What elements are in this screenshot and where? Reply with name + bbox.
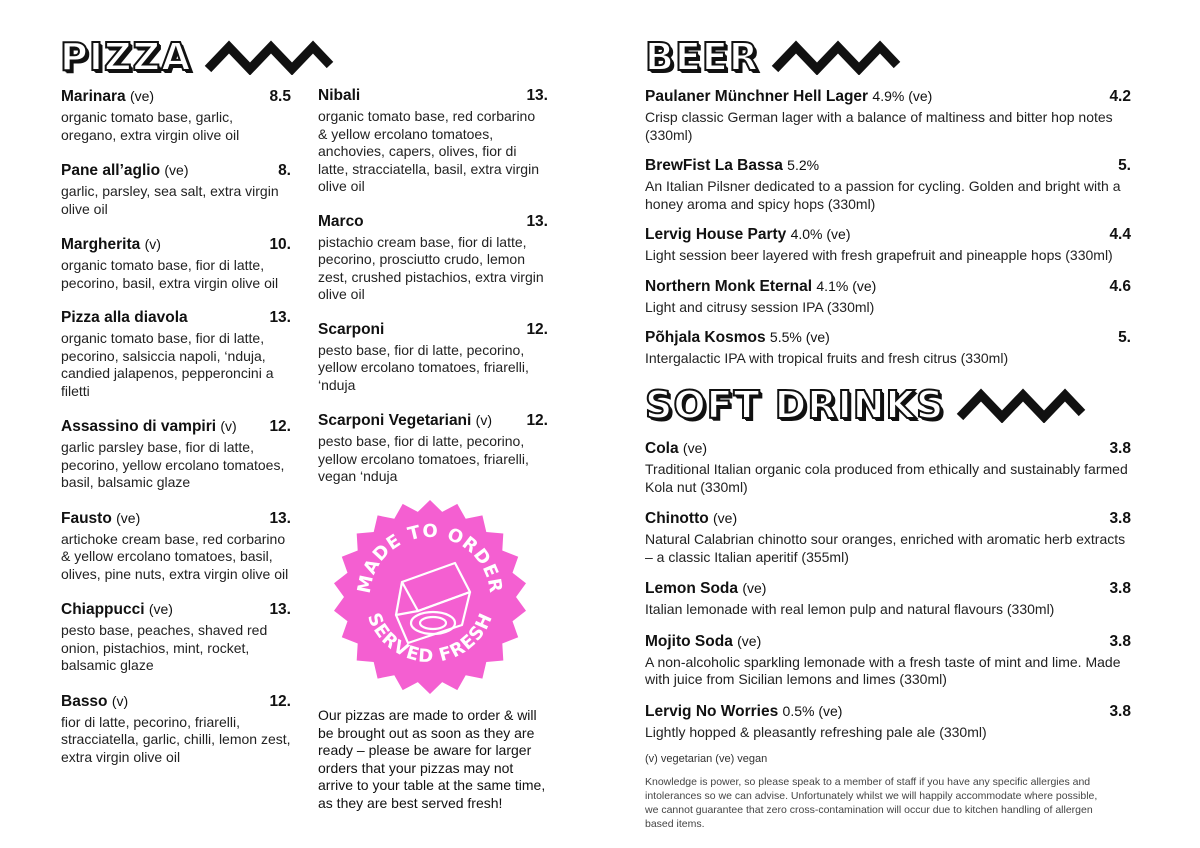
menu-item-header bbox=[61, 234, 291, 255]
menu-item-price: 12. bbox=[269, 418, 291, 435]
menu-item-name: Mojito Soda bbox=[645, 632, 733, 650]
beer-section-header bbox=[645, 35, 901, 79]
menu-item-title bbox=[645, 224, 851, 245]
menu-item-description: pesto base, fior di latte, pecorino, yellow ercolano tomatoes, friarelli, vegan ‘nduja bbox=[318, 433, 529, 484]
menu-item bbox=[318, 410, 548, 486]
menu-item-header bbox=[318, 86, 548, 106]
menu-item-description: pesto base, peaches, shaved red onion, pistachios, mint, rocket, balsamic glaze bbox=[61, 622, 268, 673]
menu-item-header bbox=[645, 327, 1131, 348]
menu-item-name: Fausto bbox=[61, 509, 112, 527]
menu-item-description: artichoke cream base, red corbarino & yellow ercolano tomatoes, basil, olives, pine nuts, extra virgin olive oil bbox=[61, 530, 289, 582]
menu-item-description: pistachio cream base, fior di latte, pecorino, prosciutto crudo, lemon zest, crushed pistachios, extra virgin olive oil bbox=[318, 233, 544, 302]
menu-item bbox=[61, 508, 291, 584]
menu-item-title bbox=[645, 155, 819, 176]
menu-item bbox=[645, 276, 1131, 317]
soft-drinks-list bbox=[645, 438, 1131, 831]
menu-item-price: 13. bbox=[526, 87, 548, 104]
menu-item-tag: (v) bbox=[475, 412, 492, 428]
menu-item bbox=[318, 212, 548, 304]
menu-item-description: organic tomato base, fior di latte, pecorino, salsiccia napoli, ‘nduja, candied jalapenos, pepperoncini a filetti bbox=[61, 330, 274, 399]
menu-item-name: Nibali bbox=[318, 87, 361, 104]
menu-item-name: Lervig No Worries bbox=[645, 702, 779, 720]
pizza-column-1 bbox=[61, 86, 291, 782]
stamp-top-text: MADE TO ORDER bbox=[353, 520, 507, 596]
menu-item-title bbox=[645, 86, 932, 107]
menu-item-tag: (ve) bbox=[713, 510, 738, 526]
menu-item-title bbox=[645, 276, 876, 297]
menu-item-name: Lemon Soda bbox=[645, 580, 739, 597]
menu-item-name: Põhjala Kosmos bbox=[645, 329, 766, 346]
menu-item-price: 4.2 bbox=[1109, 88, 1131, 105]
menu-item bbox=[61, 416, 291, 492]
menu-item-tag: 5.2% bbox=[787, 157, 820, 173]
menu-item bbox=[645, 578, 1131, 619]
menu-item-description: A non-alcoholic sparkling lemonade with a fresh taste of mint and lime. Made with juice from Sicilian lemons and limes (330ml) bbox=[645, 653, 1121, 687]
menu-item-tag: (v) bbox=[220, 418, 237, 434]
menu-item bbox=[318, 320, 548, 395]
pizza-heading: PIZZA bbox=[60, 35, 192, 79]
menu-item-name: Basso bbox=[61, 692, 108, 710]
menu-item-header bbox=[645, 155, 1131, 176]
menu-item-tag: (ve) bbox=[116, 509, 141, 526]
menu-item-header bbox=[61, 508, 291, 529]
menu-item-tag: (ve) bbox=[742, 580, 767, 596]
menu-item-name: Pane all’aglio bbox=[61, 162, 161, 179]
menu-item-title bbox=[645, 327, 830, 348]
menu-item-description: organic tomato base, red corbarino & yellow ercolano tomatoes, anchovies, capers, olives, fior di latte, stracciatella, basil, extra virgin olive oil bbox=[318, 108, 539, 194]
menu-item-tag: (ve) bbox=[129, 88, 155, 104]
menu-item-header bbox=[645, 701, 1131, 722]
beer-heading: BEER bbox=[645, 35, 760, 79]
menu-item-header bbox=[645, 631, 1131, 652]
menu-item-description: An Italian Pilsner dedicated to a passion for cycling. Golden and bright with a honey aroma and spicy hops (330ml) bbox=[645, 178, 1121, 212]
menu-item-name: Northern Monk Eternal bbox=[645, 277, 813, 295]
menu-item-name: Marco bbox=[318, 212, 364, 230]
diet-legend: (v) vegetarian (ve) vegan bbox=[645, 753, 768, 765]
menu-item-price: 4.4 bbox=[1109, 226, 1131, 243]
menu-item-description: organic tomato base, fior di latte, pecorino, basil, extra virgin olive oil bbox=[61, 257, 279, 291]
menu-item bbox=[61, 599, 291, 675]
menu-item-name: BrewFist La Bassa bbox=[645, 157, 783, 174]
menu-item-name: Cola bbox=[645, 440, 679, 457]
menu-item-price: 12. bbox=[526, 412, 548, 429]
menu-item-title bbox=[318, 410, 492, 431]
menu-item-tag: (v) bbox=[144, 236, 161, 252]
menu-item-price: 12. bbox=[269, 692, 291, 710]
menu-item-price: 13. bbox=[269, 601, 291, 618]
menu-item-title bbox=[61, 691, 128, 712]
menu-item-price: 8. bbox=[278, 162, 291, 179]
menu-item-name: Lervig House Party bbox=[645, 226, 787, 243]
menu-item-price: 5. bbox=[1118, 329, 1131, 346]
menu-item-name: Marinara bbox=[61, 88, 126, 105]
menu-item bbox=[645, 224, 1131, 265]
menu-item-tag: 4.0% (ve) bbox=[790, 226, 851, 242]
menu-item-tag: (ve) bbox=[682, 440, 708, 456]
menu-item-price: 3.8 bbox=[1109, 510, 1131, 527]
menu-item-price: 13. bbox=[269, 509, 291, 527]
menu-item bbox=[61, 160, 291, 218]
menu-item-title bbox=[61, 160, 189, 181]
menu-item-title bbox=[61, 599, 173, 620]
menu-item-header bbox=[645, 86, 1131, 107]
menu-item bbox=[645, 701, 1131, 742]
menu-item-header bbox=[645, 578, 1131, 599]
menu-item-price: 3.8 bbox=[1109, 632, 1131, 650]
menu-item-header bbox=[645, 508, 1131, 529]
menu-item-description: Traditional Italian organic cola produced from ethically and sustainably farmed Kola nut (330ml) bbox=[645, 461, 1128, 495]
pizza-column-2 bbox=[318, 86, 548, 502]
menu-item-header bbox=[61, 416, 291, 437]
allergy-notice: Knowledge is power, so please speak to a member of staff if you have any specific allergies and intolerances so we can advise. Unfortunately whilst we will happily accommodate where possible, we cannot guarantee that zero cross-contamination will occur due to kitchen handling of allergen based items. bbox=[645, 776, 1098, 830]
menu-item bbox=[61, 86, 291, 144]
menu-item-tag: 5.5% (ve) bbox=[769, 329, 830, 345]
menu-item-name: Scarponi Vegetariani bbox=[318, 412, 472, 429]
menu-item-title bbox=[318, 320, 384, 340]
menu-item bbox=[645, 438, 1131, 496]
menu-item-name: Pizza alla diavola bbox=[61, 309, 188, 326]
menu-item-name: Chiappucci bbox=[61, 601, 145, 618]
menu-item-price: 12. bbox=[526, 320, 548, 338]
menu-item-title bbox=[61, 308, 188, 328]
menu-item-header bbox=[61, 691, 291, 712]
pizza-note: Our pizzas are made to order & will be brought out as soon as they are ready – please be aware for larger orders that your pizzas may not arrive to your table at the same time, as they are best served fresh! bbox=[318, 707, 546, 811]
beer-list bbox=[645, 86, 1131, 379]
menu-item-name: Scarponi bbox=[318, 320, 385, 338]
menu-item-price: 13. bbox=[526, 212, 548, 230]
menu-item bbox=[61, 691, 291, 767]
menu-item bbox=[645, 155, 1131, 213]
menu-item-price: 4.6 bbox=[1109, 277, 1131, 295]
menu-item-tag: (ve) bbox=[164, 162, 189, 178]
zigzag-icon bbox=[956, 387, 1086, 423]
menu-item-title bbox=[645, 578, 766, 599]
menu-item-title bbox=[61, 416, 237, 437]
menu-item-description: Light and citrusy session IPA (330ml) bbox=[645, 298, 875, 315]
menu-item-title bbox=[645, 631, 761, 652]
menu-item-title bbox=[61, 86, 154, 107]
menu-item bbox=[645, 508, 1131, 566]
menu-item-price: 8.5 bbox=[269, 88, 291, 105]
menu-item bbox=[645, 86, 1131, 144]
menu-item bbox=[645, 327, 1131, 368]
menu-item-tag: (ve) bbox=[148, 601, 173, 617]
menu-item-description: Crisp classic German lager with a balance of maltiness and bitter hop notes (330ml) bbox=[645, 109, 1113, 143]
menu-item-tag: (ve) bbox=[737, 632, 762, 649]
menu-item-title bbox=[318, 86, 360, 106]
menu-item-title bbox=[318, 212, 364, 232]
menu-item-price: 5. bbox=[1118, 157, 1131, 174]
menu-item-name: Assassino di vampiri bbox=[61, 418, 217, 435]
menu-item-header bbox=[318, 212, 548, 232]
menu-item-header bbox=[318, 410, 548, 431]
made-to-order-stamp bbox=[330, 497, 530, 697]
menu-item-name: Paulaner Münchner Hell Lager bbox=[645, 88, 869, 105]
menu-item-description: garlic parsley base, fior di latte, pecorino, yellow ercolano tomatoes, basil, balsamic glaze bbox=[61, 439, 285, 490]
menu-item-title bbox=[645, 701, 842, 722]
menu-item-header bbox=[61, 160, 291, 181]
menu-item-header bbox=[61, 86, 291, 107]
menu-item-price: 3.8 bbox=[1109, 580, 1131, 597]
menu-item-description: garlic, parsley, sea salt, extra virgin olive oil bbox=[61, 183, 279, 217]
menu-item-header bbox=[61, 308, 291, 328]
menu-item-price: 3.8 bbox=[1109, 440, 1131, 457]
menu-item bbox=[61, 308, 291, 400]
menu-item-description: Light session beer layered with fresh grapefruit and pineapple hops (330ml) bbox=[645, 247, 1113, 263]
menu-item-header bbox=[318, 320, 548, 340]
menu-item-price: 10. bbox=[269, 236, 291, 253]
menu-item-description: organic tomato base, garlic, oregano, extra virgin olive oil bbox=[61, 109, 240, 143]
stamp-bottom-text: SERVED FRESH bbox=[362, 609, 498, 668]
menu-item-header bbox=[645, 276, 1131, 297]
pizza-section-header bbox=[60, 35, 334, 79]
menu-item-description: Natural Calabrian chinotto sour oranges, enriched with aromatic herb extracts – a classic Italian aperitif (355ml) bbox=[645, 531, 1126, 565]
menu-item bbox=[318, 86, 548, 196]
soft-drinks-section-header bbox=[645, 383, 1086, 427]
menu-item-price: 3.8 bbox=[1109, 702, 1131, 720]
menu-item-name: Margherita bbox=[61, 236, 141, 253]
menu-item-description: fior di latte, pecorino, friarelli, stracciatella, garlic, chilli, lemon zest, extra virgin olive oil bbox=[61, 713, 291, 765]
menu-item-name: Chinotto bbox=[645, 510, 709, 527]
menu-item bbox=[645, 631, 1131, 689]
zigzag-icon bbox=[771, 39, 901, 75]
menu-item-tag: 4.1% (ve) bbox=[816, 277, 877, 294]
menu-item-title bbox=[645, 438, 707, 459]
menu-item bbox=[61, 234, 291, 292]
menu-item-tag: 0.5% (ve) bbox=[782, 702, 843, 719]
soft-drinks-heading: SOFT DRINKS bbox=[645, 383, 945, 427]
zigzag-icon bbox=[204, 39, 334, 75]
menu-item-title bbox=[61, 234, 161, 255]
menu-item-description: Intergalactic IPA with tropical fruits and fresh citrus (330ml) bbox=[645, 350, 1009, 366]
menu-item-tag: (v) bbox=[111, 692, 129, 709]
menu-item-description: Lightly hopped & pleasantly refreshing pale ale (330ml) bbox=[645, 723, 987, 740]
menu-item-description: pesto base, fior di latte, pecorino, yellow ercolano tomatoes, friarelli, ‘nduja bbox=[318, 341, 529, 393]
menu-item-price: 13. bbox=[269, 309, 291, 326]
menu-item-header bbox=[61, 599, 291, 620]
menu-item-header bbox=[645, 438, 1131, 459]
menu-item-title bbox=[645, 508, 737, 529]
menu-item-title bbox=[61, 508, 140, 529]
menu-item-description: Italian lemonade with real lemon pulp and natural flavours (330ml) bbox=[645, 601, 1055, 617]
menu-item-tag: 4.9% (ve) bbox=[872, 88, 933, 104]
menu-item-header bbox=[645, 224, 1131, 245]
